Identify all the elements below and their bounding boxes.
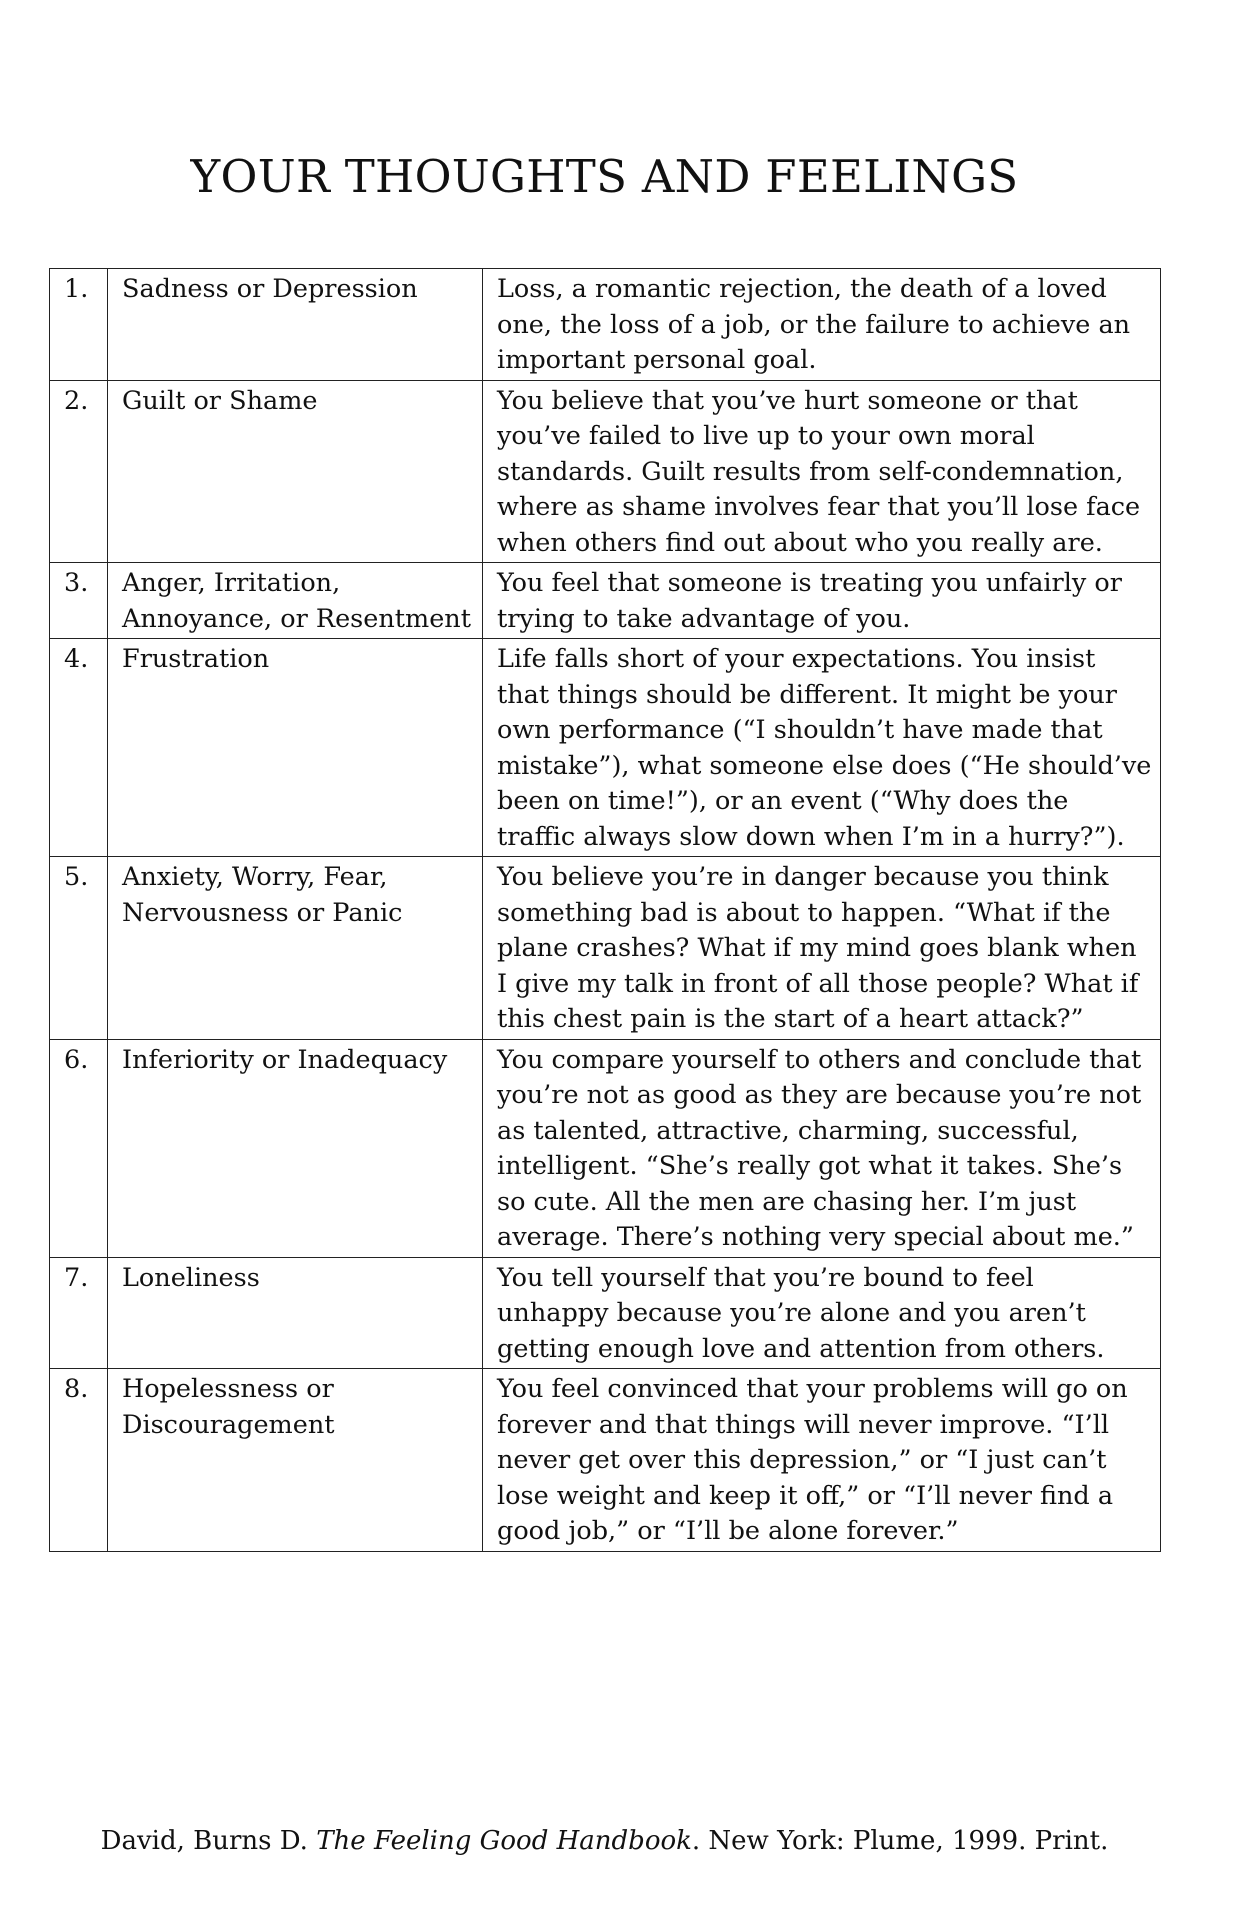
emotion-description: You believe that you’ve hurt someone or that you’ve failed to live up to your own moral standards. Guilt results from self-condemnation, where as shame involves fear that you’ll lose face when others find out about who you really are. [483,380,1161,563]
emotions-table [49,268,1161,1552]
citation-author: David, Burns D. [100,1826,317,1856]
citation-book-title: The Feeling Good Handbook [316,1826,692,1856]
emotion-name: Sadness or Depression [108,269,483,381]
emotion-name: Loneliness [108,1257,483,1369]
table-row [50,1257,1161,1369]
table-row [50,380,1161,563]
emotion-description: You feel that someone is treating you unfairly or trying to take advantage of you. [483,563,1161,639]
row-number: 4. [50,639,108,857]
emotion-description: You believe you’re in danger because you think something bad is about to happen. “What if the plane crashes? What if my mind goes blank when I give my talk in front of all those people? What if this chest pain is the start of a heart attack?” [483,857,1161,1040]
row-number: 8. [50,1369,108,1552]
emotion-description: Life falls short of your expectations. You insist that things should be different. It might be your own performance (“I shouldn’t have made that mistake”), what someone else does (“He should’ve been on time!”), or an event (“Why does the traffic always slow down when I’m in a hurry?”). [483,639,1161,857]
emotion-description: You tell yourself that you’re bound to feel unhappy because you’re alone and you aren’t getting enough love and attention from others. [483,1257,1161,1369]
table-row [50,639,1161,857]
emotion-name: Anxiety, Worry, Fear, Nervousness or Panic [108,857,483,1040]
row-number: 3. [50,563,108,639]
emotion-name: Hopelessness or Discouragement [108,1369,483,1552]
row-number: 5. [50,857,108,1040]
row-number: 2. [50,380,108,563]
row-number: 6. [50,1039,108,1257]
emotion-description: You feel convinced that your problems will go on forever and that things will never improve. “I’ll never get over this depression,” or “I just can’t lose weight and keep it off,” or “I’ll never find a good job,” or “I’ll be alone forever.” [483,1369,1161,1552]
table-row [50,269,1161,381]
row-number: 7. [50,1257,108,1369]
emotion-description: You compare yourself to others and conclude that you’re not as good as they are because you’re not as talented, attractive, charming, successful, intelligent. “She’s really got what it takes. She’s so cute. All the men are chasing her. I’m just average. There’s nothing very special about me.” [483,1039,1161,1257]
emotion-description: Loss, a romantic rejection, the death of a loved one, the loss of a job, or the failure to achieve an important personal goal. [483,269,1161,381]
emotion-name: Guilt or Shame [108,380,483,563]
page-title: YOUR THOUGHTS AND FEELINGS [190,150,1019,203]
emotion-name: Frustration [108,639,483,857]
table-row [50,563,1161,639]
table-row [50,1369,1161,1552]
row-number: 1. [50,269,108,381]
citation [0,1826,1209,1856]
emotion-name: Inferiority or Inadequacy [108,1039,483,1257]
emotion-name: Anger, Irritation, Annoyance, or Resentment [108,563,483,639]
table-row [50,857,1161,1040]
citation-publication: . New York: Plume, 1999. Print. [691,1826,1109,1856]
table-row [50,1039,1161,1257]
